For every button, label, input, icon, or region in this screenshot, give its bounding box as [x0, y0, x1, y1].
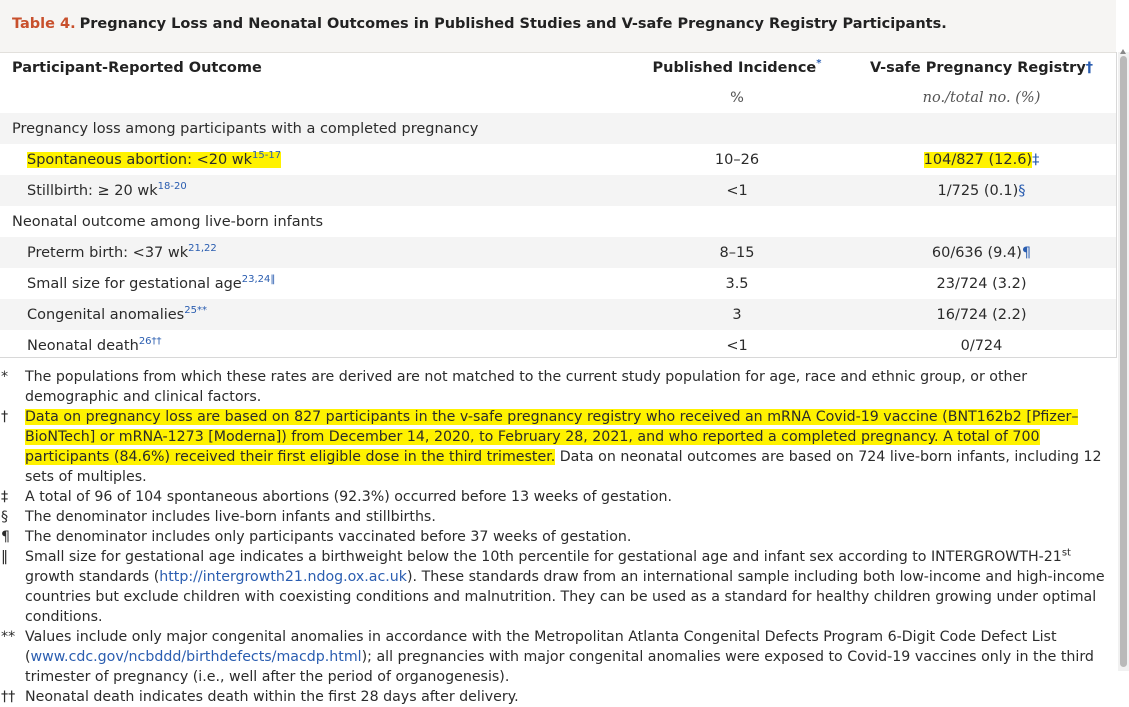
incidence-value: <1 [726, 337, 748, 354]
incidence-value: 3 [628, 299, 846, 330]
footnote-text: Neonatal death indicates death within the first 28 days after delivery. [25, 689, 519, 705]
footnote-text: The populations from which these rates are derived are not matched to the current study population for age, race and ethnic group, or other demographic and clinical factors. [25, 369, 1028, 405]
spontaneous-abortion-label: Spontaneous abortion: <20 $wk^{15-17}$ [27, 149, 282, 168]
footnote-text: A total of 96 of 104 spontaneous abortions (92.3%) occurred before 13 weeks of gestation. [25, 489, 673, 505]
table-title-text: Pregnancy Loss and Neonatal Outcomes in Published Studies and V-safe Pregnancy Registry Participants. [79, 16, 947, 32]
footnote-link-ddagger[interactable]: ‡ [1032, 151, 1040, 168]
footnote-parallel [0, 547, 1116, 627]
units-percent: % [730, 90, 744, 106]
footnote-ddagger [0, 487, 1116, 507]
stillbirth-label: Stillbirth: ≥ 20 wk [27, 182, 158, 199]
outcome-label [0, 268, 628, 299]
header-vsafe-registry [846, 52, 1117, 83]
preterm-label: Preterm birth: <37 wk [27, 244, 189, 261]
footnotes [0, 367, 1116, 707]
vertical-scrollbar[interactable] [1118, 52, 1129, 671]
section-row [0, 206, 1117, 237]
registry-value [846, 237, 1117, 268]
footnote-mark: ¶ [1, 529, 11, 545]
small-size-label: Small size for gestational age [27, 275, 242, 292]
header-published-incidence [628, 52, 846, 83]
outcomes-table [0, 52, 1117, 361]
neonatal-death-label: Neonatal death [27, 337, 139, 354]
footnote-mark: †† [1, 689, 16, 705]
footnote-link-ddag2[interactable]: †† [151, 335, 162, 347]
table-row [0, 330, 1117, 361]
footnote-text: Small size for gestational age indicates a birthweight below the 10th percentile for gestational age and infant sex according to INTERGROWTH-21st growth standards (http://intergrowth21.ndog.ox.ac.uk). These standards draw from an international sample including both low-income and high-income countries but exclude children with coexisting conditions and malnutrition. They can be used as a standard for healthy children growing under optimal conditions. [25, 547, 1105, 625]
footnote-text: The denominator includes live-born infants and stillbirths. [25, 509, 436, 525]
table-row [0, 144, 1117, 175]
congenital-label: Congenital anomalies [27, 306, 185, 323]
citation-link[interactable]: 26†† [138, 335, 162, 347]
footnote-mark: † [1, 409, 9, 425]
footnote-link-star[interactable]: * [816, 57, 822, 69]
table-row [0, 237, 1117, 268]
incidence-value: <1 [628, 175, 846, 206]
table-row [0, 299, 1117, 330]
registry-value: 0/724 [960, 337, 1003, 354]
footnote-dagger [0, 407, 1116, 487]
header-published-incidence-label: Published Incidence [652, 59, 817, 76]
table-title-bar [0, 0, 1116, 53]
outcome-label [0, 144, 628, 175]
highlighted-text: Data on pregnancy loss are based on 827 participants in the v-safe pregnancy registry who received an mRNA Covid-19 vaccine (BNT162b2 [Pfizer–BioNTech] or mRNA-1273 [Moderna]) from December 14, 2020, to February 28, 2021, and who reported a completed pregnancy. A total of 700 participants (84.6%) received their first eligible dose in the third trimester. [25, 409, 1079, 465]
footnote-link-parallel[interactable]: ‖ [270, 273, 276, 285]
citation-link[interactable]: 23,24‖ [241, 273, 276, 285]
header-outcome: Participant-Reported Outcome [12, 59, 262, 76]
intergrowth-link[interactable]: http://intergrowth21.ndog.ox.ac.uk [159, 569, 408, 585]
section-row [0, 113, 1117, 144]
units-count: no./total no. (%) [922, 90, 1041, 106]
registry-value-text: 60/636 (9.4) [931, 244, 1022, 261]
table-title [12, 16, 947, 32]
header-vsafe-registry-label: V-safe Pregnancy Registry [869, 59, 1086, 76]
footnote-mark: ‖ [1, 549, 9, 565]
outcome-label [0, 175, 628, 206]
registry-value: 23/724 (3.2) [936, 275, 1027, 292]
footnote-mark: ‡ [1, 489, 9, 505]
footnote-pilcrow [0, 527, 1116, 547]
footnote-link-dstar[interactable]: ** [196, 304, 207, 316]
citation-link[interactable]: 15-17 [252, 149, 282, 161]
registry-value-text: 1/725 (0.1) [937, 182, 1019, 199]
footnote-mark: ** [1, 629, 16, 645]
outcome-label [0, 299, 628, 330]
outcome-label [0, 237, 628, 268]
citation-link[interactable]: 18-20 [157, 180, 187, 192]
units-row [0, 83, 1117, 113]
footnote-dstar [0, 627, 1116, 687]
footnote-section [0, 507, 1116, 527]
footnote-link-pilcrow[interactable]: ¶ [1021, 244, 1032, 261]
section-pregnancy-loss: Pregnancy loss among participants with a completed pregnancy [0, 113, 1117, 144]
footnote-text: The denominator includes only participants vaccinated before 37 weeks of gestation. [25, 529, 632, 545]
scrollbar-thumb[interactable] [1120, 56, 1127, 667]
table-number: Table 4. [12, 16, 76, 32]
footnote-star [0, 367, 1116, 407]
header-row [0, 52, 1117, 83]
registry-value [846, 175, 1117, 206]
incidence-value: 8–15 [628, 237, 846, 268]
citation-link[interactable]: 21,22 [188, 242, 217, 254]
footnote-link-dagger[interactable]: † [1085, 59, 1094, 76]
footnote-mark: § [1, 509, 9, 525]
footnote-link-section[interactable]: § [1018, 182, 1026, 199]
registry-value: 16/724 (2.2) [846, 299, 1117, 330]
section-neonatal: Neonatal outcome among live-born infants [12, 213, 324, 230]
footnote-text: Values include only major congenital anomalies in accordance with the Metropolitan Atlanta Congenital Defects Program 6-Digit Code Defect List (www.cdc.gov/ncbddd/birthdefects/macdp.html); all pregnancies with major congenital anomalies were exposed to Covid-19 vaccines only in the third trimester of pregnancy (i.e., well after the period of organogenesis). [25, 629, 1094, 685]
registry-value [846, 144, 1117, 175]
registry-value-text: 104/827 (12.6) [923, 151, 1033, 168]
footnote-mark: * [1, 369, 9, 385]
incidence-value: 3.5 [725, 275, 749, 292]
table-row [0, 175, 1117, 206]
scroll-up-icon[interactable] [1120, 49, 1126, 54]
outcome-label [0, 330, 628, 361]
cdc-link[interactable]: www.cdc.gov/ncbddd/birthdefects/macdp.html [30, 649, 362, 665]
incidence-value: 10–26 [714, 151, 760, 168]
table-row [0, 268, 1117, 299]
footnote-text: Data on pregnancy loss are based on 827 participants in the v-safe pregnancy registry who received an mRNA Covid-19 vaccine (BNT162b2 [Pfizer–BioNTech] or mRNA-1273 [Moderna]) from December 14, 2020, to February 28, 2021, and who reported a completed pregnancy. A total of 700 participants (84.6%) received their first eligible dose in the third trimester. Data on neonatal outcomes are based on 724 live-born infants, including 12 sets of multiples. [25, 409, 1102, 485]
citation-link[interactable]: 25** [184, 304, 207, 316]
footnote-ddag2 [0, 687, 1116, 707]
